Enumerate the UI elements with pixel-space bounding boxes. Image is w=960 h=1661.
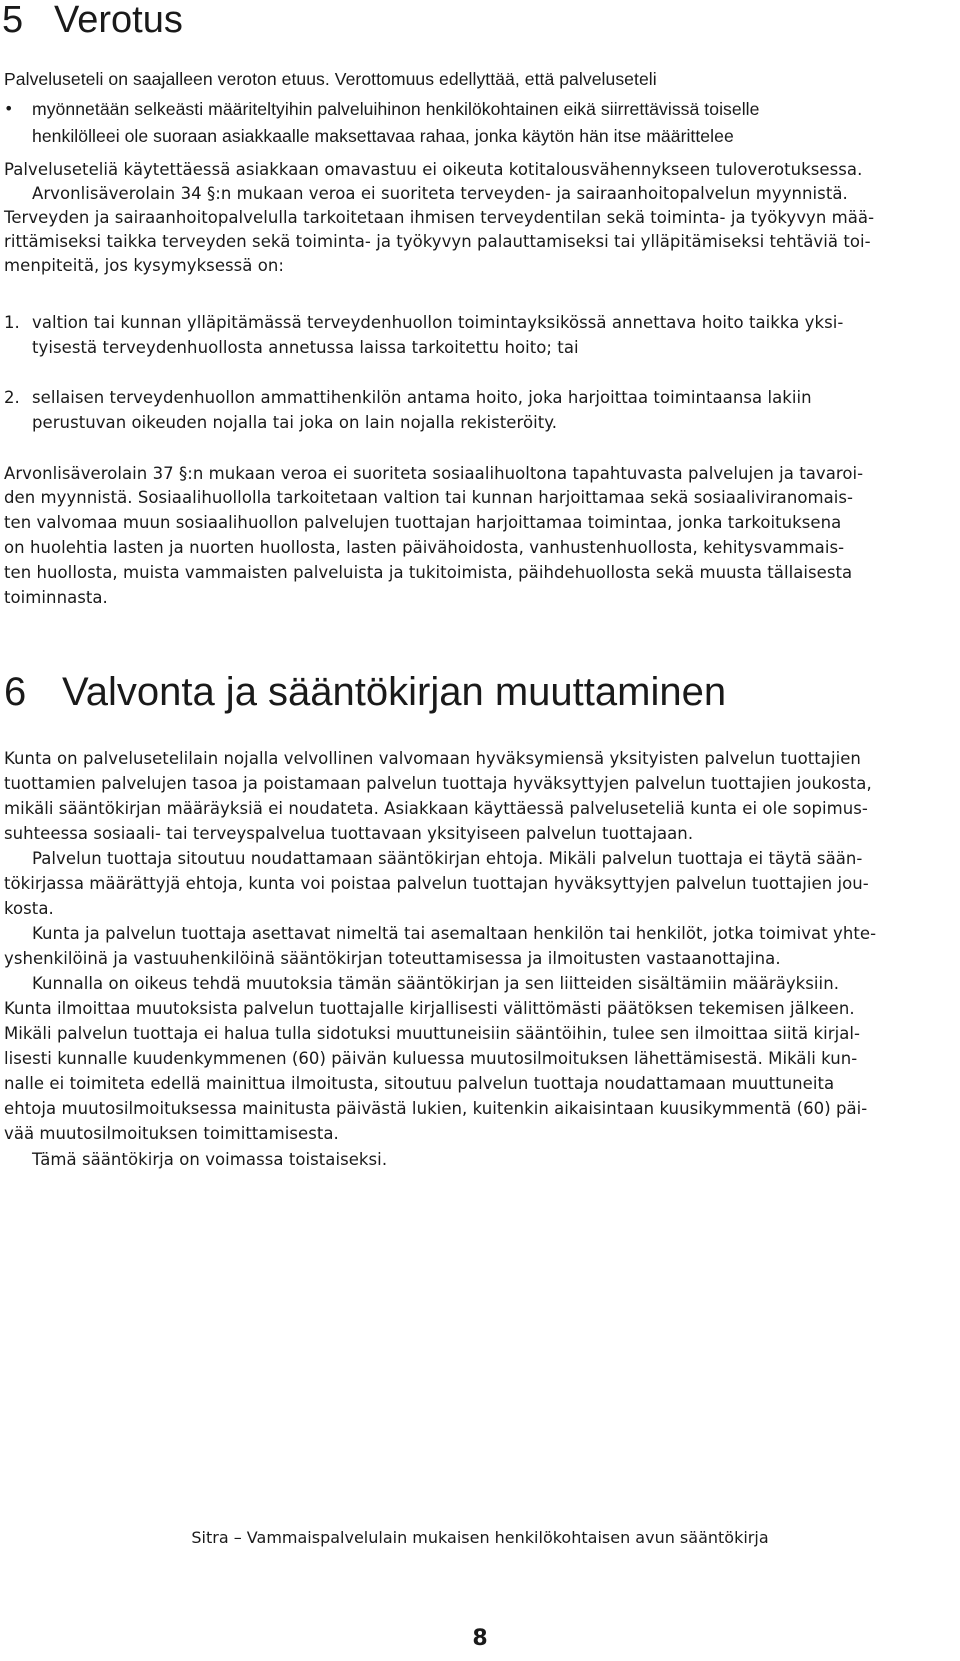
- para2-line-1: Palveluseteliä käytettäessä asiakkaan omavastuu ei oikeuta kotitalousvähennykseen tuloverotuksessa.: [4, 160, 863, 179]
- para3-line-6: toiminnasta.: [4, 588, 108, 607]
- s6-p4-line-5: nalle ei toimiteta edellä mainittua ilmoitusta, sitoutuu palvelun tuottaja noudattamaan muuttuneita: [4, 1074, 835, 1093]
- section-6-title: Valvonta ja sääntökirjan muuttaminen: [62, 670, 727, 714]
- list-marker-1: 1.: [4, 313, 20, 332]
- s6-p4-line-6: ehtoja muutosilmoituksessa mainitusta päivästä lukien, kuitenkin aikaisintaan kuusikymmentä (60) päi-: [4, 1099, 868, 1118]
- para2-line-5: menpiteitä, jos kysymyksessä on:: [4, 256, 285, 275]
- para3-line-3: ten valvomaa muun sosiaalihuollon palvelujen tuottajan harjoittamaa toimintaa, jonka tarkoituksena: [4, 513, 842, 532]
- intro-line-2: myönnetään selkeästi määriteltyihin palveluihinon henkilökohtainen eikä siirrettävissä toiselle: [32, 99, 760, 119]
- para2-line-2: Arvonlisäverolain 34 §:n mukaan veroa ei suoriteta terveyden- ja sairaanhoitopalvelun myynnistä.: [32, 184, 848, 203]
- para3-line-1: Arvonlisäverolain 37 §:n mukaan veroa ei suoriteta sosiaalihuoltona tapahtuvasta palvelujen ja tavaroi-: [4, 464, 864, 483]
- list-marker-2: 2.: [4, 388, 20, 407]
- intro-line-3: henkilölleei ole suoraan asiakkaalle maksettavaa rahaa, jonka käytön hän itse määrittelee: [32, 126, 734, 146]
- section-6-heading: [4, 670, 726, 714]
- para2-line-4: rittämiseksi taikka terveyden sekä toiminta- ja työkyvyn palauttamiseksi tai ylläpitämiseksi tehtäviä toi-: [4, 232, 871, 251]
- s6-p4-line-1: Kunnalla on oikeus tehdä muutoksia tämän sääntökirjan ja sen liitteiden sisältämiin määräyksiin.: [32, 974, 839, 993]
- intro-line-1: Palveluseteli on saajalleen veroton etuus. Verottomuus edellyttää, että palveluseteli: [4, 69, 657, 89]
- section-5-number: 5: [2, 0, 24, 41]
- para2-line-3: Terveyden ja sairaanhoitopalvelulla tarkoitetaan ihmisen terveydentilan sekä toiminta- ja työkyvyn mää-: [4, 208, 875, 227]
- s6-p4-line-7: vää muutosilmoituksen toimittamisesta.: [4, 1124, 339, 1143]
- list-item-1-line-2: tyisestä terveydenhuollosta annetussa laissa tarkoitettu hoito; tai: [32, 338, 579, 357]
- list-item-1-line-1: valtion tai kunnan ylläpitämässä terveydenhuollon toimintayksikössä annettava hoito taikka yksi-: [32, 313, 844, 332]
- list-item-2-line-1: sellaisen terveydenhuollon ammattihenkilön antama hoito, joka harjoittaa toimintaansa lakiin: [32, 388, 812, 407]
- s6-p1-line-4: suhteessa sosiaali- tai terveyspalvelua tuottavaan yksityiseen palvelun tuottajaan.: [4, 824, 694, 843]
- s6-p3-line-1: Kunta ja palvelun tuottaja asettavat nimeltä tai asemaltaan henkilön tai henkilöt, jotka toimivat yhte-: [32, 924, 877, 943]
- para3-line-5: ten huollosta, muista vammaisten palveluista ja tukitoimista, päihdehuollosta sekä muusta tällaisesta: [4, 563, 853, 582]
- s6-p3-line-2: yshenkilöinä ja vastuuhenkilöinä sääntökirjan toteuttamisessa ja ilmoitusten vastaanottajina.: [4, 949, 781, 968]
- s6-p2-line-3: kosta.: [4, 899, 54, 918]
- s6-p1-line-1: Kunta on palvelusetelilain nojalla velvollinen valvomaan hyväksymiensä yksityisten palvelun tuottajien: [4, 749, 861, 768]
- s6-p2-line-1: Palvelun tuottaja sitoutuu noudattamaan sääntökirjan ehtoja. Mikäli palvelun tuottaja ei täytä sään-: [32, 849, 863, 868]
- s6-p1-line-2: tuottamien palvelujen tasoa ja poistamaan palvelun tuottaja hyväksyttyjen palvelun tuottajien joukosta,: [4, 774, 872, 793]
- page-number: 8: [472, 1626, 488, 1651]
- s6-p1-line-3: mikäli sääntökirjan määräyksiä ei noudateta. Asiakkaan käyttäessä palveluseteliä kunta ei ole sopimus-: [4, 799, 868, 818]
- bullet-icon: •: [4, 99, 14, 118]
- s6-p5-line-1: Tämä sääntökirja on voimassa toistaiseksi.: [32, 1150, 388, 1169]
- section-6-number: 6: [4, 670, 27, 714]
- s6-p4-line-4: lisesti kunnalle kuudenkymmenen (60) päivän kuluessa muutosilmoituksen lähettämisestä. Mikäli kun-: [4, 1049, 858, 1068]
- footer-text: Sitra – Vammaispalvelulain mukaisen henkilökohtaisen avun sääntökirja: [191, 1528, 769, 1547]
- section-5-title: Verotus: [54, 0, 183, 41]
- s6-p2-line-2: tökirjassa määrättyjä ehtoja, kunta voi poistaa palvelun tuottajan hyväksyttyjen palvelun tuottajien jou-: [4, 874, 869, 893]
- para3-line-2: den myynnistä. Sosiaalihuollolla tarkoitetaan valtion tai kunnan harjoittamaa sekä sosiaaliviranomais-: [4, 488, 854, 507]
- s6-p4-line-2: Kunta ilmoittaa muutoksista palvelun tuottajalle kirjallisesti välittömästi päätöksen tekemisen jälkeen.: [4, 999, 855, 1018]
- s6-p4-line-3: Mikäli palvelun tuottaja ei halua tulla sidotuksi muuttuneisiin sääntöihin, tulee sen ilmoittaa siitä kirjal-: [4, 1024, 860, 1043]
- section-5-heading: [2, 0, 183, 40]
- para3-line-4: on huolehtia lasten ja nuorten huollosta, lasten päivähoidosta, vanhustenhuollosta, kehitysvammais-: [4, 538, 845, 557]
- list-item-2-line-2: perustuvan oikeuden nojalla tai joka on lain nojalla rekisteröity.: [32, 413, 558, 432]
